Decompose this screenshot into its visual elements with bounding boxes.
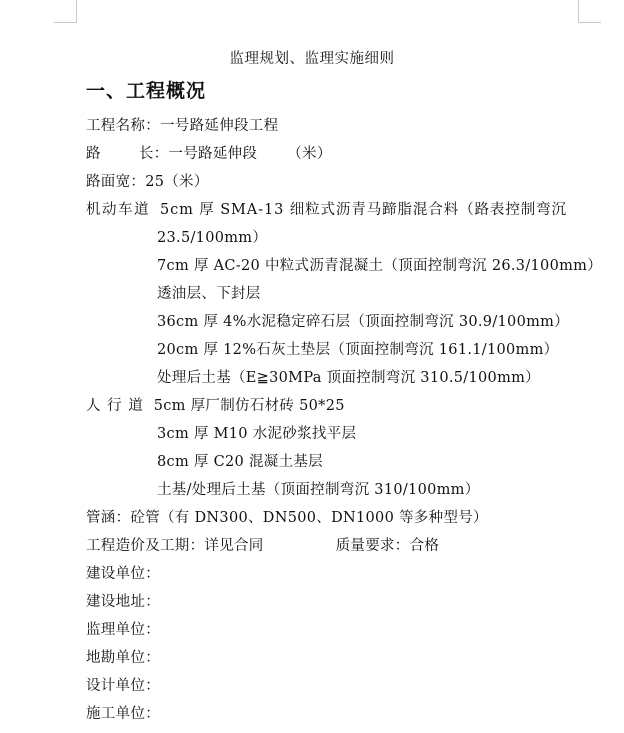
motorway-layer-surface: 5cm 厚 SMA-13 细粒式沥青马蹄脂混合料（路表控制弯沉 <box>160 202 567 218</box>
document-title: 监理规划、监理实施细则 <box>229 51 395 67</box>
sidewalk-layer-1: 5cm 厚厂制仿石材砖 50*25 <box>153 398 345 414</box>
road-length-line <box>86 142 332 163</box>
unit-contractor: 施工单位： <box>86 706 160 722</box>
motorway-layer-2: 7cm 厚 AC-20 中粒式沥青混凝土（顶面控制弯沉 26.3/100mm） <box>157 258 602 274</box>
road-length-unit: （米） <box>287 146 332 162</box>
sidewalk-line-1 <box>86 394 345 415</box>
motorway-label: 机动车道 <box>86 202 150 218</box>
sidewalk-layer-3: 8cm 厚 C20 混凝土基层 <box>157 454 323 470</box>
motorway-layer-5: 20cm 厚 12%石灰土垫层（顶面控制弯沉 161.1/100mm） <box>157 342 559 358</box>
unit-supervision: 监理单位： <box>86 622 160 638</box>
page-corner-mark-right <box>578 0 601 23</box>
road-length-value: 一号路延伸段 <box>168 146 258 162</box>
page-corner-mark-left <box>54 0 77 23</box>
project-name: 工程名称：一号路延伸段工程 <box>86 118 279 134</box>
unit-survey: 地勘单位： <box>86 650 160 666</box>
section-heading: 一、工程概况 <box>86 80 207 102</box>
motorway-line-1 <box>86 198 567 219</box>
sidewalk-layer-4: 土基/处理后土基（顶面控制弯沉 310/100mm） <box>157 482 480 498</box>
unit-construction-address: 建设地址： <box>86 594 160 610</box>
unit-design: 设计单位： <box>86 678 160 694</box>
sidewalk-layer-2: 3cm 厚 M10 水泥砂浆找平层 <box>157 426 357 442</box>
quality-requirement: 质量要求：合格 <box>335 538 440 554</box>
motorway-layer-4: 36cm 厚 4%水泥稳定碎石层（顶面控制弯沉 30.9/100mm） <box>157 314 569 330</box>
road-length-label-2: 长： <box>138 146 169 162</box>
unit-construction-owner: 建设单位： <box>86 566 160 582</box>
motorway-layer-6: 处理后土基（E≧30MPa 顶面控制弯沉 310.5/100mm） <box>157 370 540 386</box>
road-length-label-1: 路 <box>86 146 101 162</box>
cost-quality-line <box>86 534 439 555</box>
cost-period: 工程造价及工期：详见合同 <box>86 538 264 554</box>
culvert: 管涵：砼管（有 DN300、DN500、DN1000 等多种型号） <box>86 510 488 526</box>
road-width: 路面宽：25（米） <box>86 174 209 190</box>
motorway-layer-3: 透油层、下封层 <box>157 286 261 302</box>
sidewalk-label: 人 行 道 <box>86 398 144 414</box>
motorway-layer-surface-cont: 23.5/100mm） <box>157 230 268 246</box>
